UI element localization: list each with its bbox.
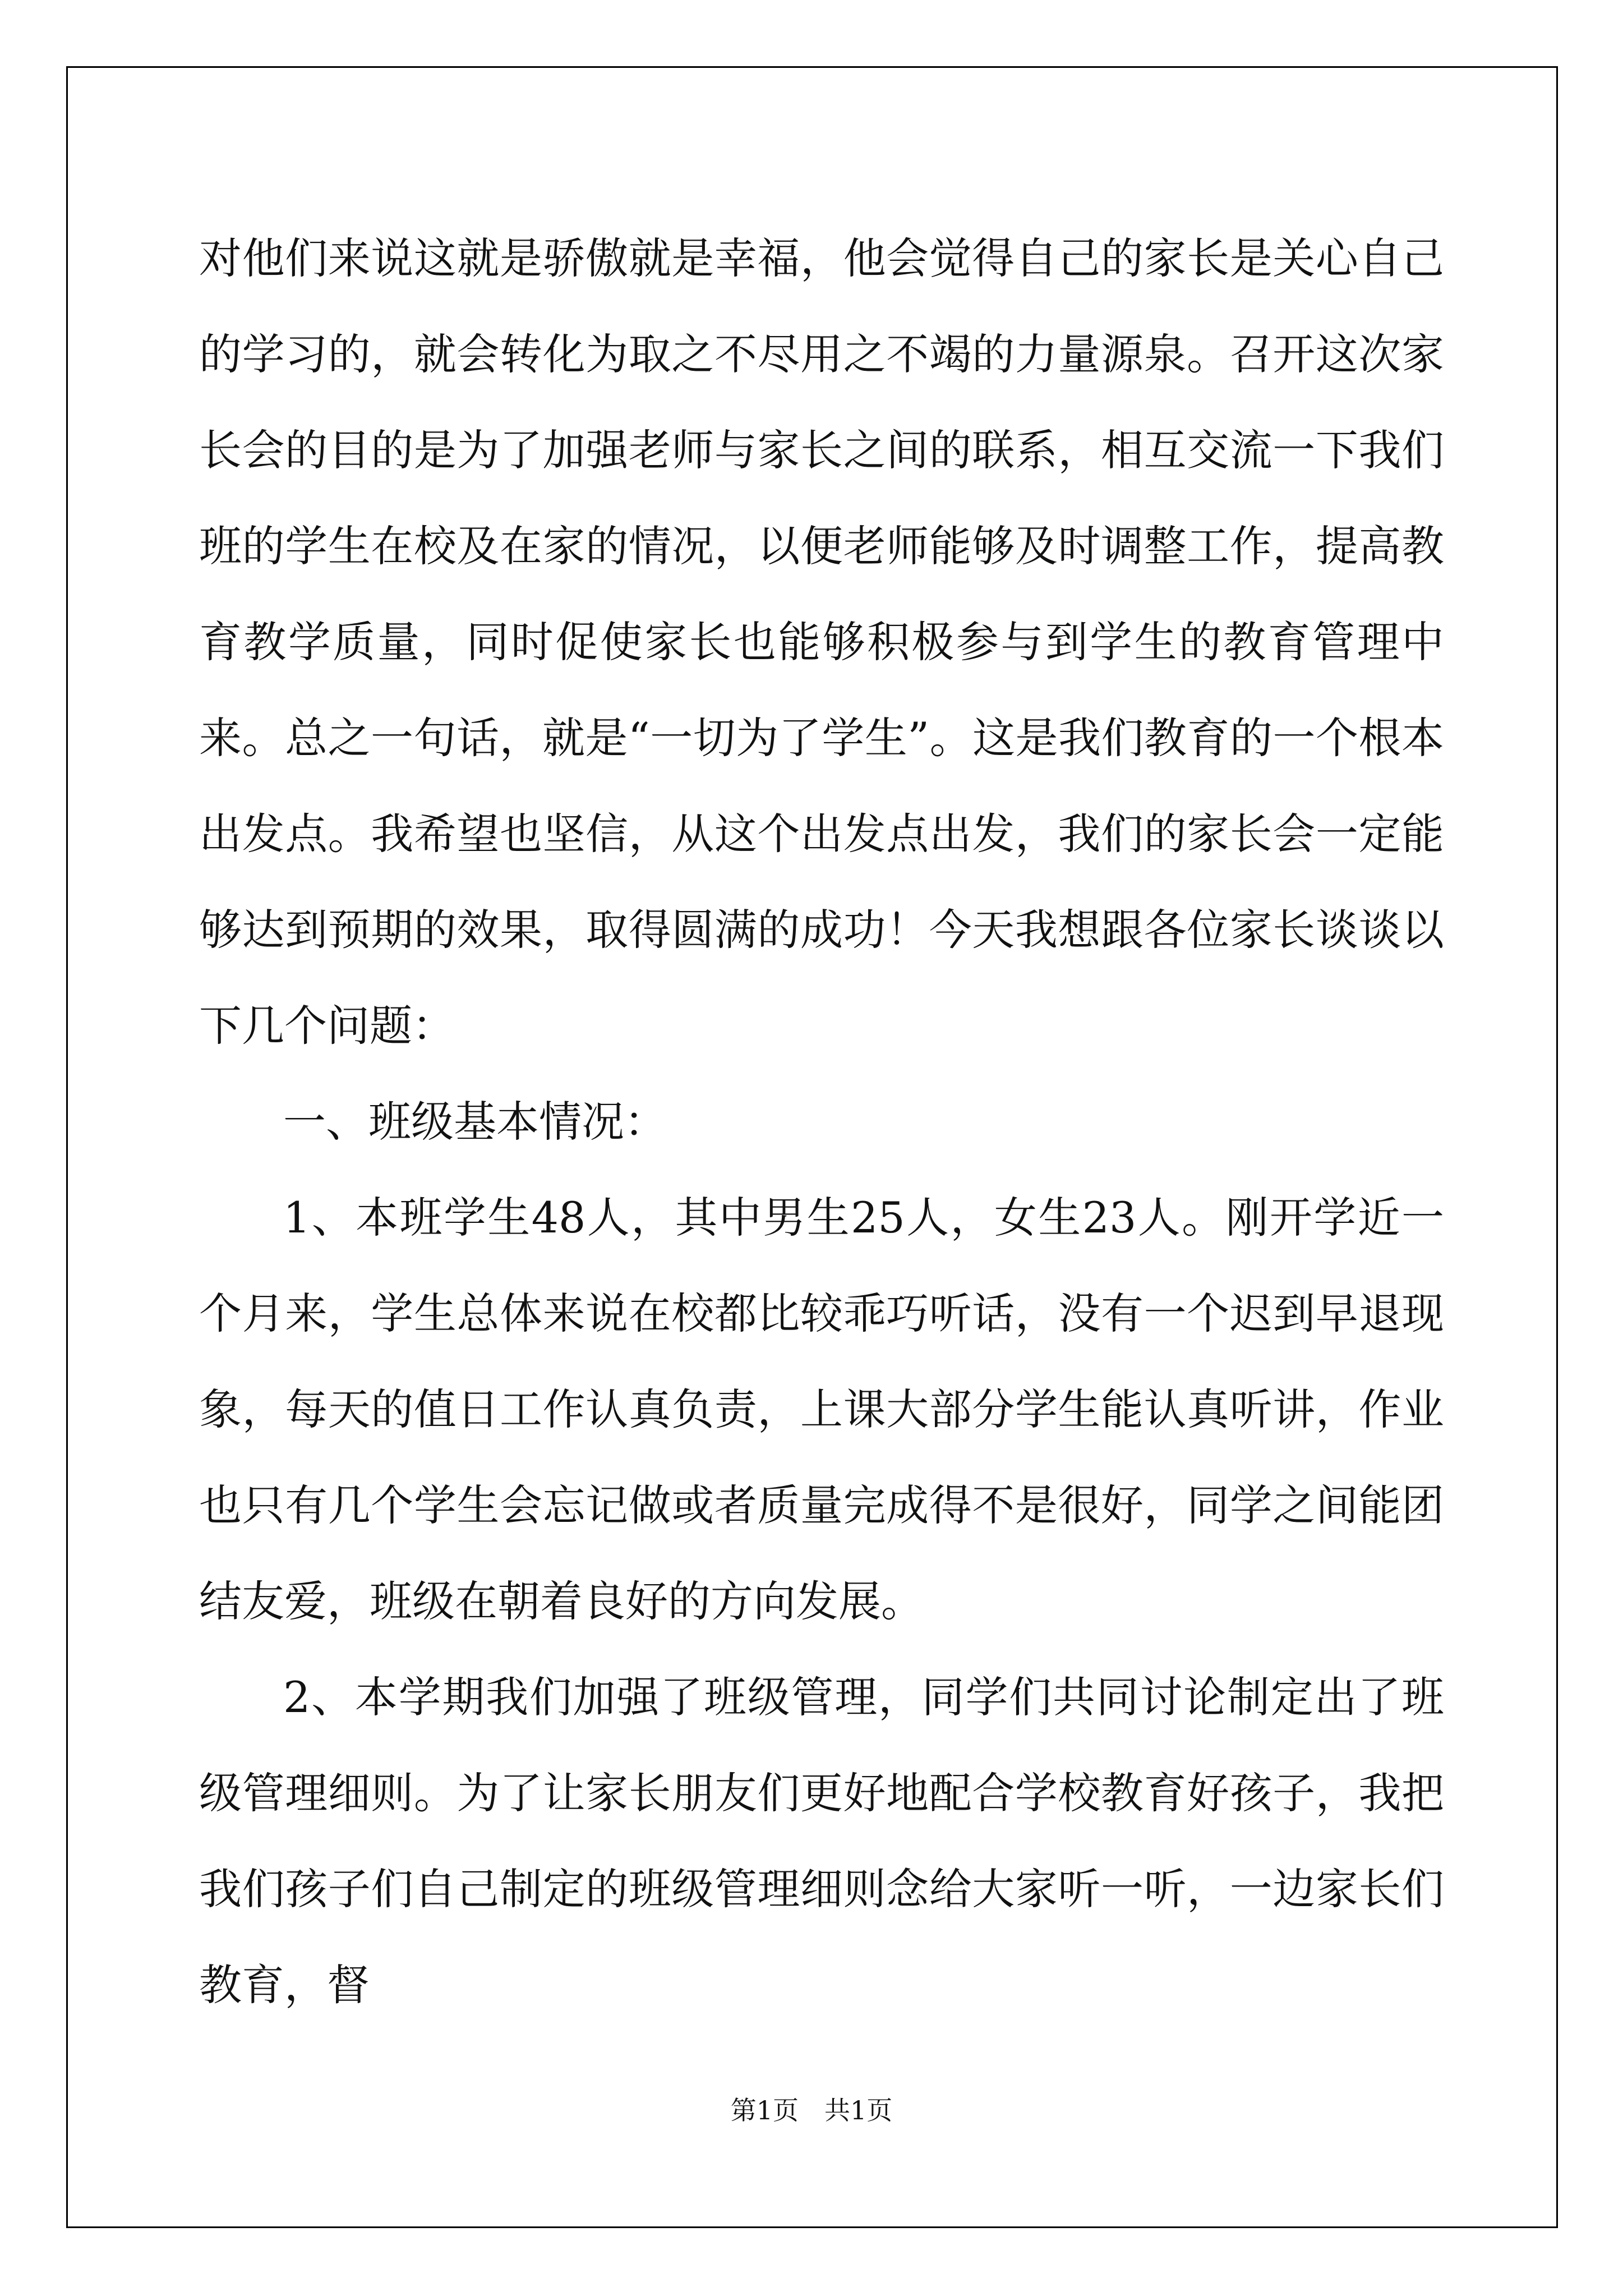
paragraph-2-heading: 一、班级基本情况： xyxy=(283,1097,667,1147)
paragraph-3: 1、本班学生48人，其中男生25人，女生23人。刚开学近一个月来，学生总体来说在校都比较乖巧听话，没有一个迟到早退现象，每天的值日工作认真负责，上课大部分学生能认真听讲，作业也只有几个学生会忘记做或者质量完成得不是很好，同学之间能团结友爱，班级在朝着良好的方向发展。 xyxy=(199,1193,1444,1626)
paragraph-4: 2、本学期我们加强了班级管理，同学们共同讨论制定出了班级管理细则。为了让家长朋友们更好地配合学校教育好孩子，我把我们孩子们自己制定的班级管理细则念给大家听一听，一边家长们教育，督 xyxy=(199,1672,1444,2010)
page-footer: 第1页 共1页 xyxy=(730,2095,893,2125)
paragraph-1: 对他们来说这就是骄傲就是幸福，他会觉得自己的家长是关心自己的学习的，就会转化为取之不尽用之不竭的力量源泉。召开这次家长会的目的是为了加强老师与家长之间的联系，相互交流一下我们班的学生在校及在家的情况，以便老师能够及时调整工作，提高教育教学质量，同时促使家长也能够积极参与到学生的教育管理中来。总之一句话，就是“一切为了学生”。这是我们教育的一个根本出发点。我希望也坚信，从这个出发点出发，我们的家长会一定能够达到预期的效果，取得圆满的成功！今天我想跟各位家长谈谈以下几个问题： xyxy=(199,233,1444,1051)
document-body xyxy=(199,210,1444,2033)
